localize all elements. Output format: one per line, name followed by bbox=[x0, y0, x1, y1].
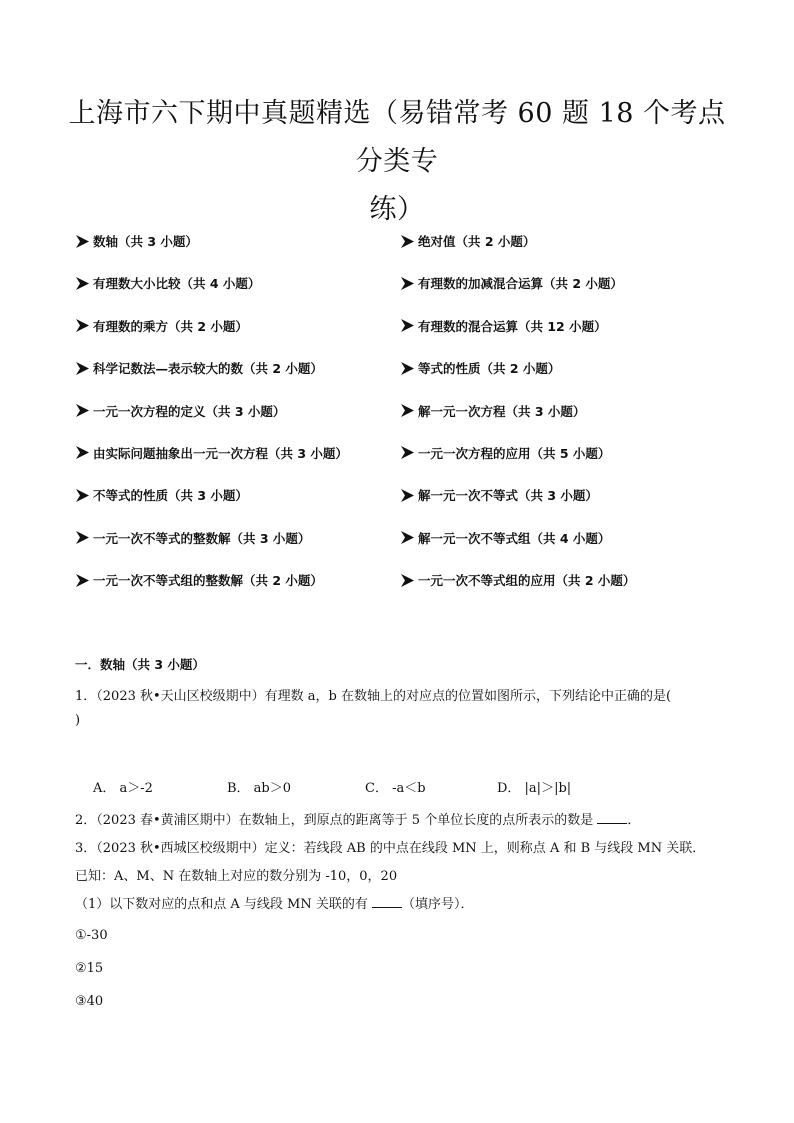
toc-item-label: 解一元一次不等式（共 3 小题） bbox=[418, 488, 598, 504]
title-line-2: 练） bbox=[369, 194, 425, 225]
toc-item[interactable] bbox=[400, 444, 610, 462]
toc-row bbox=[75, 402, 725, 444]
toc-item[interactable] bbox=[75, 486, 248, 504]
question-1-stem-end: ) bbox=[75, 713, 81, 728]
arrow-bullet-icon bbox=[400, 488, 415, 503]
arrow-bullet-icon bbox=[400, 361, 415, 376]
option-d[interactable]: D． |a|＞|b| bbox=[497, 781, 572, 796]
choice-2: ②15 bbox=[75, 961, 104, 976]
choice-1: ①-30 bbox=[75, 928, 108, 943]
toc-item-label: 一元一次不等式组的整数解（共 2 小题） bbox=[93, 573, 323, 589]
toc-item-label: 一元一次方程的定义（共 3 小题） bbox=[93, 403, 286, 419]
toc-row bbox=[75, 274, 725, 316]
toc-item-label: 绝对值（共 2 小题） bbox=[418, 234, 536, 249]
section-heading: 一．数轴（共 3 小题） bbox=[75, 657, 205, 672]
question-2 bbox=[75, 807, 725, 835]
toc-item[interactable] bbox=[400, 571, 635, 589]
toc-row bbox=[75, 486, 725, 528]
toc-item-label: 有理数大小比较（共 4 小题） bbox=[93, 276, 261, 292]
part-1-end: （填序号）． bbox=[402, 897, 474, 912]
toc-item-label: 一元一次方程的应用（共 5 小题） bbox=[418, 445, 611, 461]
arrow-bullet-icon bbox=[400, 318, 415, 333]
option-a[interactable]: A． a＞-2 bbox=[93, 781, 153, 796]
arrow-bullet-icon bbox=[75, 318, 90, 333]
toc-item-label: 一元一次不等式的整数解（共 3 小题） bbox=[93, 530, 311, 546]
toc-item[interactable] bbox=[75, 402, 285, 420]
toc-item[interactable] bbox=[400, 486, 598, 504]
section-number-line bbox=[75, 655, 725, 1018]
toc-item-label: 解一元一次方程（共 3 小题） bbox=[418, 403, 586, 419]
toc-item-label: 不等式的性质（共 3 小题） bbox=[93, 488, 248, 504]
toc-item-label: 有理数的乘方（共 2 小题） bbox=[93, 318, 248, 334]
toc-item[interactable] bbox=[75, 444, 348, 462]
toc-item[interactable] bbox=[400, 317, 607, 335]
question-1-stem: 1．（2023 秋•天山区校级期中）有理数 a，b 在数轴上的对应点的位置如图所示，下列结论中正确的是( bbox=[75, 689, 672, 704]
toc-item[interactable] bbox=[75, 529, 310, 547]
topic-index bbox=[75, 232, 725, 614]
toc-item[interactable] bbox=[75, 571, 323, 589]
arrow-bullet-icon bbox=[75, 488, 90, 503]
question-3-definition: 3．（2023 秋•西城区校级期中）定义：若线段 AB 的中点在线段 MN 上，则称点 A 和 B 与线段 MN 关联． bbox=[75, 841, 706, 856]
question-1 bbox=[75, 683, 725, 735]
arrow-bullet-icon bbox=[400, 234, 415, 249]
option-c[interactable]: C． -a＜b bbox=[365, 781, 426, 796]
toc-item[interactable] bbox=[75, 274, 260, 292]
toc-row bbox=[75, 571, 725, 613]
toc-row bbox=[75, 444, 725, 486]
question-2-end: ． bbox=[627, 813, 641, 828]
question-1-options bbox=[75, 777, 725, 807]
toc-row bbox=[75, 359, 725, 401]
toc-row bbox=[75, 529, 725, 571]
toc-item[interactable] bbox=[400, 274, 623, 292]
option-b[interactable]: B． ab＞0 bbox=[227, 781, 292, 796]
toc-item-label: 数轴（共 3 小题） bbox=[93, 234, 198, 249]
toc-item[interactable] bbox=[75, 359, 323, 377]
toc-item-label: 由实际问题抽象出一元一次方程（共 3 小题） bbox=[93, 445, 348, 461]
question-3-part-1 bbox=[75, 891, 725, 919]
choice-3: ③40 bbox=[75, 994, 104, 1009]
arrow-bullet-icon bbox=[400, 530, 415, 545]
arrow-bullet-icon bbox=[75, 276, 90, 291]
toc-item[interactable] bbox=[400, 359, 560, 377]
question-3-given: 已知：A、M、N 在数轴上对应的数分别为 -10，0，20 bbox=[75, 869, 398, 884]
title-line-1: 上海市六下期中真题精选（易错常考 60 题 18 个考点分类专 bbox=[68, 98, 726, 177]
toc-item[interactable] bbox=[400, 402, 585, 420]
question-2-text: 2．（2023 春•黄浦区期中）在数轴上，到原点的距离等于 5 个单位长度的点所表示的数是 bbox=[75, 813, 594, 828]
arrow-bullet-icon bbox=[400, 276, 415, 291]
question-3 bbox=[75, 835, 725, 1018]
toc-item-label: 解一元一次不等式组（共 4 小题） bbox=[418, 530, 611, 546]
arrow-bullet-icon bbox=[75, 445, 90, 460]
arrow-bullet-icon bbox=[400, 445, 415, 460]
toc-row bbox=[75, 317, 725, 359]
toc-item-label: 一元一次不等式组的应用（共 2 小题） bbox=[418, 573, 636, 589]
arrow-bullet-icon bbox=[75, 403, 90, 418]
answer-blank[interactable] bbox=[597, 809, 627, 824]
toc-item[interactable] bbox=[75, 232, 198, 250]
document-title bbox=[60, 90, 734, 234]
arrow-bullet-icon bbox=[75, 361, 90, 376]
arrow-bullet-icon bbox=[400, 573, 415, 588]
toc-item[interactable] bbox=[400, 529, 610, 547]
toc-item-label: 等式的性质（共 2 小题） bbox=[418, 361, 561, 377]
arrow-bullet-icon bbox=[75, 530, 90, 545]
toc-item[interactable] bbox=[400, 232, 535, 250]
part-1-text: （1）以下数对应的点和点 A 与线段 MN 关联的有 bbox=[75, 897, 368, 912]
toc-item-label: 有理数的加减混合运算（共 2 小题） bbox=[418, 276, 623, 292]
toc-item[interactable] bbox=[75, 317, 248, 335]
arrow-bullet-icon bbox=[75, 573, 90, 588]
arrow-bullet-icon bbox=[400, 403, 415, 418]
arrow-bullet-icon bbox=[75, 234, 90, 249]
toc-item-label: 科学记数法—表示较大的数（共 2 小题） bbox=[93, 361, 323, 377]
toc-row bbox=[75, 232, 725, 274]
answer-blank[interactable] bbox=[372, 893, 402, 908]
toc-item-label: 有理数的混合运算（共 12 小题） bbox=[418, 318, 607, 334]
